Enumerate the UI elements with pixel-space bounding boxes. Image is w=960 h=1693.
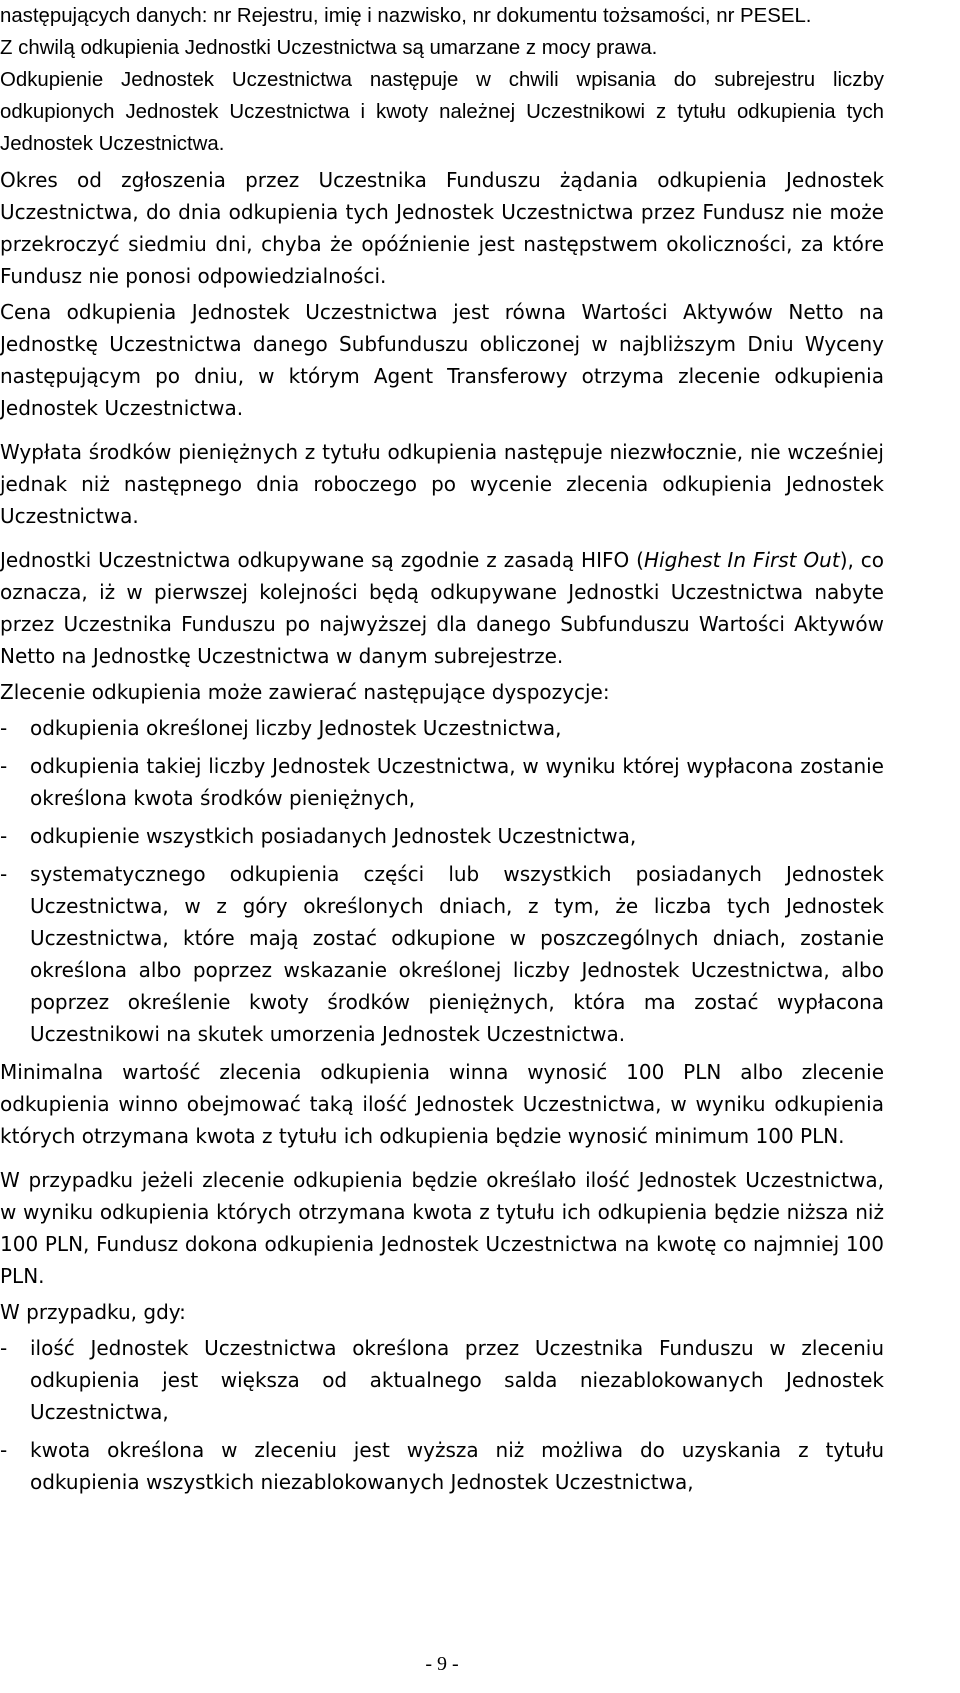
hifo-text-before: Jednostki Uczestnictwa odkupywane są zgodnie z zasadą HIFO ( <box>0 548 644 572</box>
list-item <box>0 712 884 744</box>
paragraph-minimum-value: Minimalna wartość zlecenia odkupienia winna wynosić 100 PLN albo zlecenie odkupienia winno obejmować taką ilość Jednostek Uczestnictwa, w wyniku odkupienia których otrzymana kwota z tytułu ich odkupienia będzie wynosić minimum 100 PLN. <box>0 1060 884 1148</box>
list-item <box>0 1332 884 1428</box>
list-item <box>0 820 884 852</box>
paragraph-hifo-rule <box>0 544 884 672</box>
list-item <box>0 1434 884 1498</box>
dispositions-list <box>0 712 884 1050</box>
paragraph-below-minimum: W przypadku jeżeli zlecenie odkupienia będzie określało ilość Jednostek Uczestnictwa, w wyniku odkupienia których otrzymana kwota z tytułu ich odkupienia będzie niższa niż 100 PLN, Fundusz dokona odkupienia Jednostek Uczestnictwa na kwotę co najmniej 100 PLN. <box>0 1168 884 1288</box>
list-dash: - <box>0 1438 8 1462</box>
list-item <box>0 750 884 814</box>
paragraph-dispositions-intro: Zlecenie odkupienia może zawierać następujące dyspozycje: <box>0 680 610 704</box>
list-item-text: odkupienie wszystkich posiadanych Jednostek Uczestnictwa, <box>30 824 637 848</box>
paragraph-payment-of-funds: Wypłata środków pieniężnych z tytułu odkupienia następuje niezwłocznie, nie wcześniej jednak niż następnego dnia roboczego po wycenie zlecenia odkupienia Jednostek Uczestnictwa. <box>0 440 884 528</box>
hifo-italic-term: Highest In First Out <box>643 548 840 572</box>
list-dash: - <box>0 1336 8 1360</box>
list-item-text: systematycznego odkupienia części lub wszystkich posiadanych Jednostek Uczestnictwa, w z góry określonych dniach, z tym, że liczba tych Jednostek Uczestnictwa, które mają zostać odkupione w poszczególnych dniach, zostanie określona albo poprzez wskazanie określonej liczby Jednostek Uczestnictwa, albo poprzez określenie kwoty środków pieniężnych, która ma zostać wypłacona Uczestnikowi na skutek umorzenia Jednostek Uczestnictwa. <box>30 862 884 1046</box>
list-dash: - <box>0 716 8 740</box>
list-item-text: odkupienia takiej liczby Jednostek Uczestnictwa, w wyniku której wypłacona zostanie określona kwota środków pieniężnych, <box>30 754 884 810</box>
hifo-text-after: ), co oznacza, iż w pierwszej kolejności będą odkupywane Jednostki Uczestnictwa nabyte przez Uczestnika Funduszu po najwyższej dla danego Subfunduszu Wartości Aktywów Netto na Jednostkę Uczestnictwa w danym subrejestrze. <box>0 548 885 668</box>
conditions-list <box>0 1332 884 1498</box>
paragraph-redemption-cancellation: Z chwilą odkupienia Jednostki Uczestnictwa są umarzane z mocy prawa. <box>0 37 658 59</box>
list-dash: - <box>0 862 8 886</box>
page-number: - 9 - <box>425 1653 459 1675</box>
list-item-text: kwota określona w zleceniu jest wyższa niż możliwa do uzyskania z tytułu odkupienia wszystkich niezablokowanych Jednostek Uczestnictwa, <box>30 1438 884 1494</box>
list-item-text: ilość Jednostek Uczestnictwa określona przez Uczestnika Funduszu w zleceniu odkupienia jest większa od aktualnego salda niezablokowanych Jednostek Uczestnictwa, <box>30 1336 884 1424</box>
list-dash: - <box>0 754 8 778</box>
list-item <box>0 858 884 1050</box>
paragraph-cases-intro: W przypadku, gdy: <box>0 1300 186 1324</box>
paragraph-redemption-period: Okres od zgłoszenia przez Uczestnika Funduszu żądania odkupienia Jednostek Uczestnictwa, do dnia odkupienia tych Jednostek Uczestnictwa przez Fundusz nie może przekroczyć siedmiu dni, chyba że opóźnienie jest następstwem okoliczności, za które Fundusz nie ponosi odpowiedzialności. <box>0 168 884 288</box>
list-dash: - <box>0 824 8 848</box>
list-item-text: odkupienia określonej liczby Jednostek Uczestnictwa, <box>30 716 562 740</box>
paragraph-redemption-moment: Odkupienie Jednostek Uczestnictwa następuje w chwili wpisania do subrejestru liczby odkupionych Jednostek Uczestnictwa i kwoty należnej Uczestnikowi z tytułu odkupienia tych Jednostek Uczestnictwa. <box>0 69 884 155</box>
paragraph-redemption-price: Cena odkupienia Jednostek Uczestnictwa jest równa Wartości Aktywów Netto na Jednostkę Uczestnictwa danego Subfunduszu obliczonej w najbliższym Dniu Wyceny następującym po dniu, w którym Agent Transferowy otrzyma zlecenie odkupienia Jednostek Uczestnictwa. <box>0 300 884 420</box>
paragraph-identification-data: następujących danych: nr Rejestru, imię i nazwisko, nr dokumentu tożsamości, nr PESEL. <box>0 5 812 27</box>
